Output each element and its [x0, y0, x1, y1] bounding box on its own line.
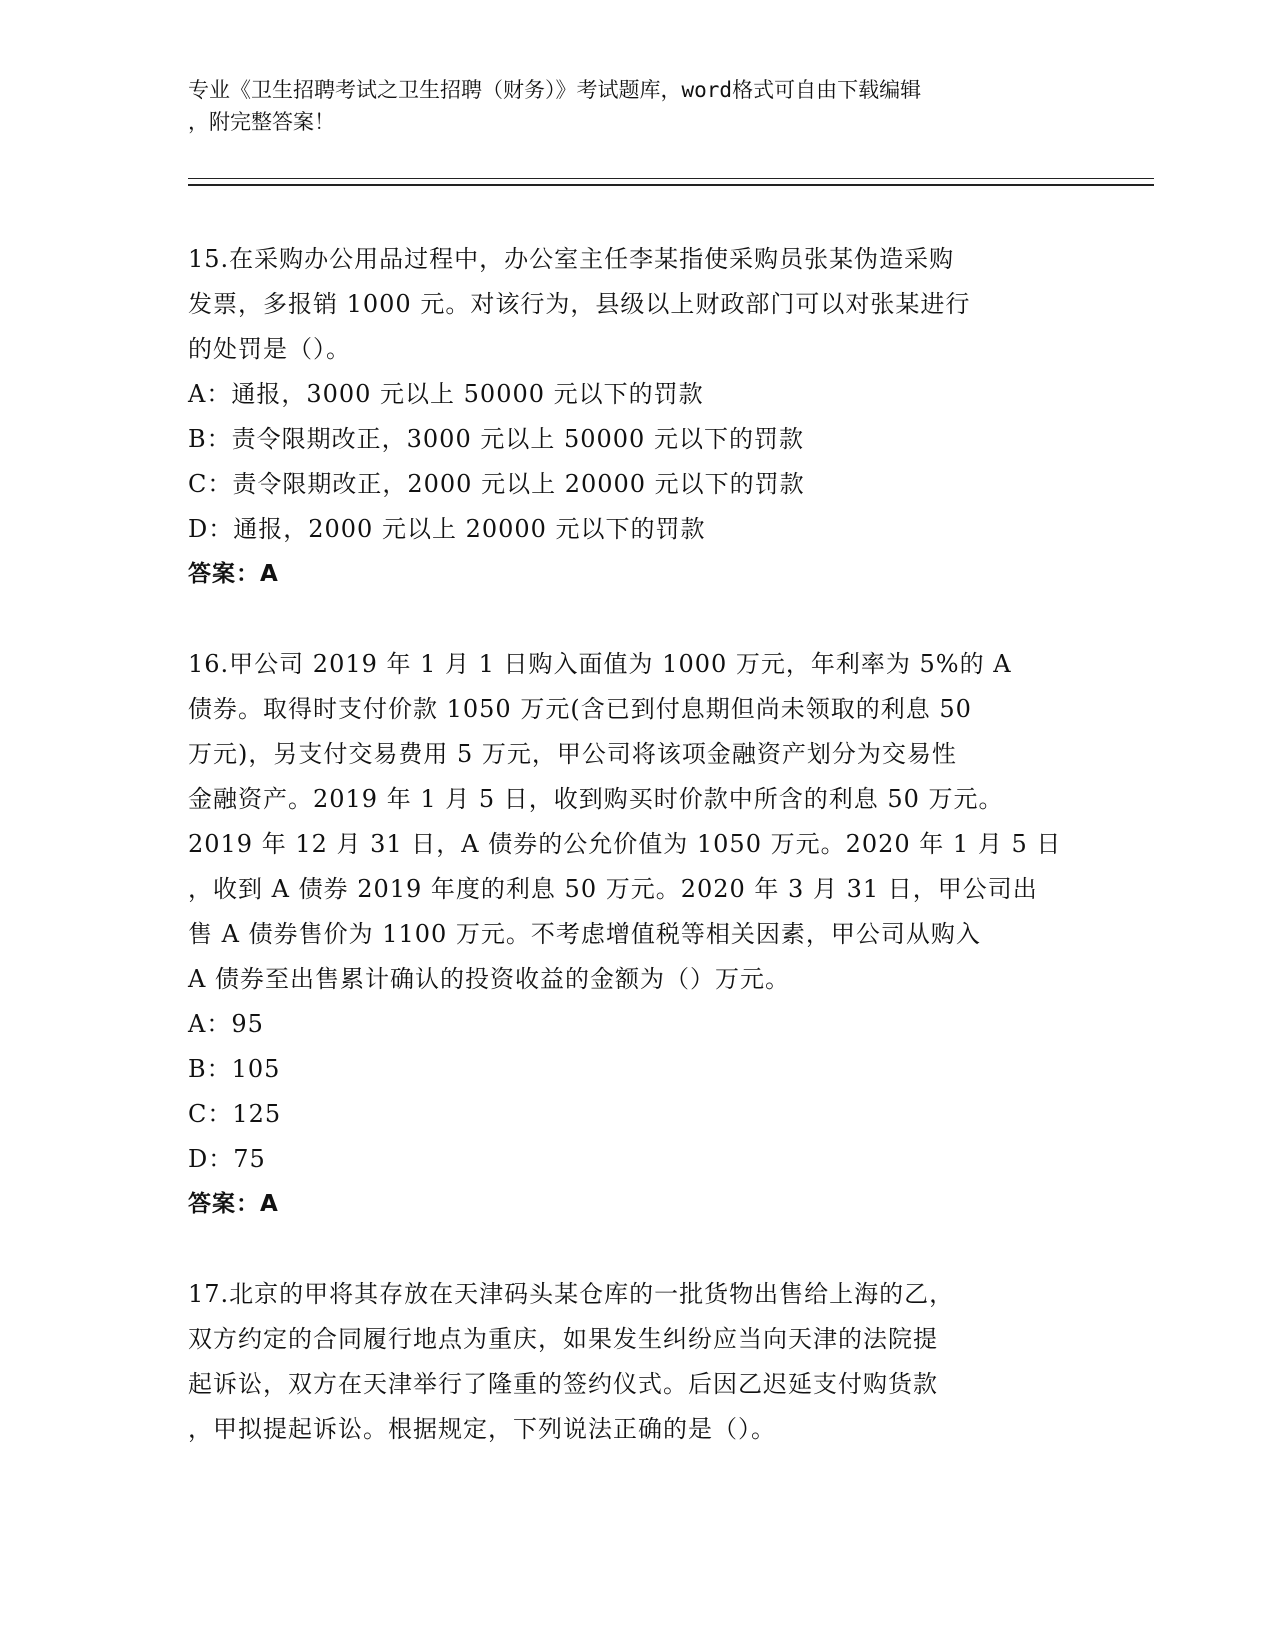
question-list — [188, 237, 1088, 1452]
option-c: C：125 — [188, 1100, 282, 1128]
answer-label: 答案：A — [188, 1191, 279, 1217]
option-a: A：95 — [188, 1010, 264, 1038]
question-stem-line: 起诉讼，双方在天津举行了隆重的签约仪式。后因乙迟延支付购货款 — [188, 1370, 938, 1398]
option-d: D：通报，2000 元以上 20000 元以下的罚款 — [188, 515, 706, 543]
question-stem-line: 15.在采购办公用品过程中，办公室主任李某指使采购员张某伪造采购 — [188, 245, 955, 273]
document-header — [188, 74, 1078, 138]
option-d: D：75 — [188, 1145, 266, 1173]
question-15 — [188, 237, 1088, 597]
answer-label: 答案：A — [188, 561, 279, 587]
header-line-1: 专业《卫生招聘考试之卫生招聘（财务）》考试题库，word格式可自由下载编辑 — [188, 78, 922, 102]
option-c: C：责令限期改正，2000 元以上 20000 元以下的罚款 — [188, 470, 805, 498]
question-stem-line: 万元)，另支付交易费用 5 万元，甲公司将该项金融资产划分为交易性 — [188, 740, 957, 768]
question-stem-line: A 债券至出售累计确认的投资收益的金额为（）万元。 — [188, 965, 790, 993]
option-a: A：通报，3000 元以上 50000 元以下的罚款 — [188, 380, 704, 408]
question-stem-line: 17.北京的甲将其存放在天津码头某仓库的一批货物出售给上海的乙， — [188, 1280, 955, 1308]
question-stem-line: 金融资产。2019 年 1 月 5 日，收到购买时价款中所含的利息 50 万元。 — [188, 785, 1004, 813]
question-stem-line: ，甲拟提起诉讼。根据规定，下列说法正确的是（）。 — [188, 1415, 776, 1443]
question-stem-line: 售 A 债券售价为 1100 万元。不考虑增值税等相关因素，甲公司从购入 — [188, 920, 981, 948]
question-17 — [188, 1272, 1088, 1452]
option-b: B：105 — [188, 1055, 281, 1083]
question-16 — [188, 642, 1088, 1227]
question-stem-line: 发票，多报销 1000 元。对该行为，县级以上财政部门可以对张某进行 — [188, 290, 971, 318]
question-stem-line: 的处罚是（）。 — [188, 335, 351, 363]
question-stem-line: 16.甲公司 2019 年 1 月 1 日购入面值为 1000 万元，年利率为 5%的 A — [188, 650, 1012, 678]
question-stem-line: 债券。取得时支付价款 1050 万元(含已到付息期但尚未领取的利息 50 — [188, 695, 972, 723]
header-line-2: ，附完整答案！ — [188, 110, 335, 134]
question-stem-line: 双方约定的合同履行地点为重庆，如果发生纠纷应当向天津的法院提 — [188, 1325, 938, 1353]
option-b: B：责令限期改正，3000 元以上 50000 元以下的罚款 — [188, 425, 804, 453]
question-stem-line: ，收到 A 债券 2019 年度的利息 50 万元。2020 年 3 月 31 日，甲公司出 — [188, 875, 1038, 903]
question-stem-line: 2019 年 12 月 31 日，A 债券的公允价值为 1050 万元。2020 年 1 月 5 日 — [188, 830, 1062, 858]
header-divider — [188, 178, 1154, 186]
